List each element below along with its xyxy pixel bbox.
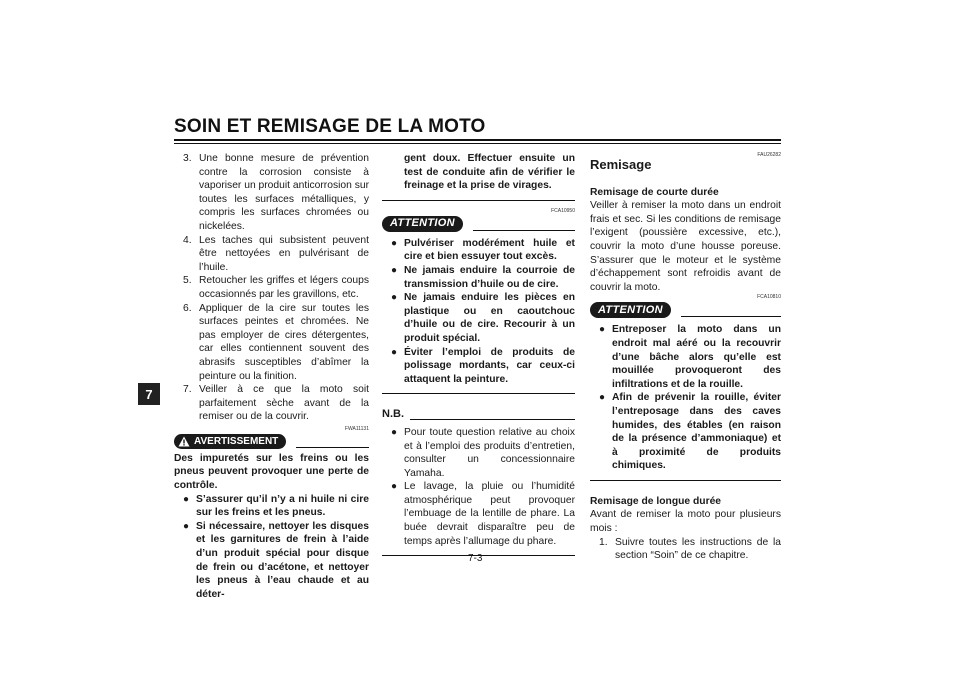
- nb-label: N.B.: [382, 408, 404, 421]
- long-term-heading: Remisage de longue durée: [590, 495, 722, 507]
- step-7: 7. Veiller à ce que la moto soit parfaitement sèche avant de la remiser ou de la couvrir.: [183, 384, 369, 423]
- attention-code: FCA10950: [551, 207, 575, 214]
- column-right: [590, 152, 781, 563]
- short-term-heading: Remisage de courte durée: [590, 186, 719, 198]
- section-title: Remisage: [590, 157, 652, 172]
- step-3: 3. Une bonne mesure de prévention contre la corrosion consiste à vaporiser un produit anticorrosion sur toutes les surfaces métalliques, y compris les surfaces chromées ou nickelées.: [183, 153, 369, 232]
- warning-triangle-icon: [178, 436, 190, 447]
- warning-label: AVERTISSEMENT: [174, 434, 286, 449]
- step-4: 4. Les taches qui subsistent peuvent être nettoyées en pulvérisant de l’huile.: [183, 234, 369, 273]
- attention-bullet: ● Afin de prévenir la rouille, éviter l’entreposage dans des caves humides, des étables (en raison de la présence d’ammoniaque) et à proximité de produits chimiques.: [590, 391, 781, 473]
- warning-bullet: ● S’assurer qu’il n’y a ni huile ni cire sur les freins et les pneus.: [174, 493, 369, 520]
- attention-header-line: [681, 316, 781, 317]
- bullet-dot-icon: ●: [391, 426, 398, 438]
- attention-header: [590, 302, 781, 318]
- warning-header-line: [296, 447, 369, 448]
- long-term-text: Avant de remiser la moto pour plusieurs mois :: [590, 509, 781, 535]
- title-rule-thin: [174, 143, 781, 144]
- attention-label: ATTENTION: [382, 216, 463, 232]
- chapter-tab: 7: [138, 383, 160, 405]
- long-step-1: 1. Suivre toutes les instructions de la section “Soin” de ce chapitre.: [599, 536, 781, 562]
- warning-end-rule: [382, 200, 575, 201]
- bullet-dot-icon: ●: [391, 481, 398, 493]
- bullet-dot-icon: ●: [183, 520, 190, 532]
- attention-header-line: [473, 230, 575, 231]
- attention-bullet: ● Éviter l’emploi de produits de polissage mordants, car ceux-ci attaquent la peinture.: [382, 346, 575, 387]
- attention-end-rule: [590, 480, 781, 481]
- warning-header: [174, 434, 369, 449]
- step-6: 6. Appliquer de la cire sur toutes les surfaces peintes et chromées. Ne pas employer de cires détergentes, car elles contiennent souvent des abrasifs susceptibles d’abîmer la peinture ou la finition.: [183, 302, 369, 382]
- page-title: SOIN ET REMISAGE DE LA MOTO: [174, 116, 486, 137]
- nb-bullet: ● Pour toute question relative au choix et à l’emploi des produits d’entretien, consulter un concessionnaire Yamaha.: [382, 426, 575, 480]
- attention-code: FCA10810: [757, 294, 781, 301]
- warning-bullet: ● Si nécessaire, nettoyer les disques et les garnitures de frein à l’aide d’un produit spécial pour disque de frein ou d’acétone, et nettoyer les pneus à l’eau chaude et au déter-: [174, 520, 369, 602]
- nb-bullet: ● Le lavage, la pluie ou l’humidité atmosphérique peut provoquer l’embuage de la lentille de phare. La buée devrait disparaître peu de temps après l’allumage du phare.: [382, 480, 575, 548]
- bullet-dot-icon: ●: [391, 237, 398, 249]
- bullet-dot-icon: ●: [391, 264, 398, 276]
- page-number: 7-3: [468, 553, 483, 564]
- attention-bullet: ● Entreposer la moto dans un endroit mal aéré ou la recouvrir d’une bâche alors qu’elle est mouillée provoqueront des infiltrations et de la rouille.: [590, 323, 781, 391]
- warning-intro: Des impuretés sur les freins ou les pneus peuvent provoquer une perte de contrôle.: [174, 452, 369, 492]
- attention-end-rule: [382, 393, 575, 394]
- short-term-text: Veiller à remiser la moto dans un endroit frais et sec. Si les conditions de remisage l’exigent (poussière excessive, etc.), couvrir la moto d’une housse poreuse. S’assurer que le moteur et le système d’échappement sont refroidis avant de couvrir la moto.: [590, 200, 781, 293]
- title-rule: [174, 139, 781, 141]
- attention-label: ATTENTION: [590, 302, 671, 318]
- column-middle: [382, 152, 575, 556]
- bullet-dot-icon: ●: [391, 346, 398, 358]
- attention-header: [382, 216, 575, 232]
- bullet-dot-icon: ●: [183, 493, 190, 505]
- nb-header-line: [410, 419, 575, 420]
- warning-bullet-continued: gent doux. Effectuer ensuite un test de conduite afin de vérifier le freinage et la prise de virages.: [404, 153, 575, 192]
- attention-bullet: ● Pulvériser modérément huile et cire et bien essuyer tout excès.: [382, 237, 575, 264]
- column-left: [174, 152, 369, 601]
- bullet-dot-icon: ●: [391, 292, 398, 304]
- section-code: FAU26282: [757, 152, 781, 158]
- attention-bullet: ● Ne jamais enduire la courroie de transmission d’huile ou de cire.: [382, 264, 575, 291]
- nb-header: [382, 408, 575, 422]
- attention-bullet: ● Ne jamais enduire les pièces en plastique ou en caoutchouc d’huile ou de cire. Recourir à un produit spécial.: [382, 291, 575, 345]
- step-5: 5. Retoucher les griffes et légers coups occasionnés par les gravillons, etc.: [183, 275, 369, 300]
- bullet-dot-icon: ●: [599, 392, 606, 404]
- bullet-dot-icon: ●: [599, 324, 606, 336]
- warning-code: FWA11131: [344, 425, 369, 432]
